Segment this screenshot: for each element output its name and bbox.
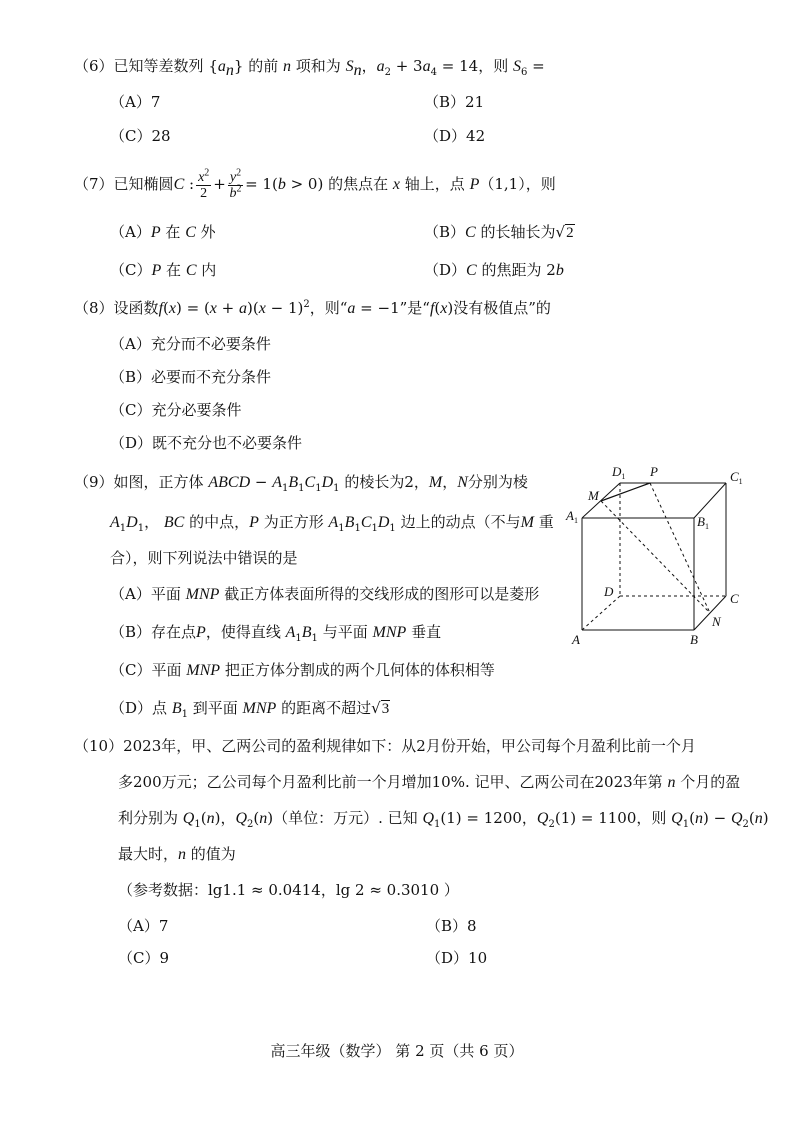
q9-stem-line3: 合），则下列说法中错误的是	[110, 549, 298, 567]
q9-option-b: （B）存在点P，使得直线 $A_1B_1$ 与平面 MNP 垂直	[110, 623, 442, 644]
label-c: C	[730, 591, 739, 606]
label-d: D	[604, 584, 614, 599]
q10-option-a: （A）7	[118, 917, 169, 935]
q10-stem-line3: 利分别为 $Q_1(n)$，$Q_2(n)$（单位：万元）. 已知 $Q_1(1) = 1200$，$Q_2(1) = 1100$，则 $Q_1(n) - Q_2(n)$	[118, 809, 769, 830]
q9-stem-line2: $A_1D_1$， BC 的中点，P 为正方形 $A_1B_1C_1D_1$ 边上的动点（不与M 重	[110, 513, 554, 534]
q7-option-b: （B）C 的长轴长为√2	[424, 223, 574, 241]
q10-stem-line1: （10）2023年，甲、乙两公司的盈利规律如下：从2月份开始，甲公司每个月盈利比前一个月	[74, 737, 696, 755]
q8-option-a: （A）充分而不必要条件	[110, 335, 271, 353]
q10-stem-line4: 最大时，n 的值为	[118, 845, 236, 863]
q9-option-c: （C）平面 MNP 把正方体分割成的两个几何体的体积相等	[110, 661, 495, 679]
label-n: N	[712, 614, 721, 629]
q10-option-d: （D）10	[426, 949, 488, 967]
label-a: A	[572, 632, 580, 647]
label-b: B	[690, 632, 698, 647]
q6-option-a: （A）7	[110, 93, 161, 111]
q9-option-a: （A）平面 MNP 截正方体表面所得的交线形成的图形可以是菱形	[110, 585, 540, 603]
q6-option-d: （D）42	[424, 127, 486, 145]
cube-figure	[560, 458, 760, 653]
q9-stem-line1: （9）如图，正方体 ABCD − $A_1B_1C_1D_1$ 的棱长为2，M，N分别为棱	[74, 473, 528, 494]
q10-option-c: （C）9	[118, 949, 170, 967]
q10-option-b: （B）8	[426, 917, 477, 935]
label-a1: $A_1$	[566, 508, 578, 525]
q9-option-d: （D）点 $B_1$ 到平面 MNP 的距离不超过√3	[110, 699, 390, 720]
page-footer: 高三年级（数学） 第 2 页（共 6 页）	[270, 1042, 524, 1060]
q7-stem: （7）已知椭圆C : $\frac{x^2}{2}$ + $\frac{y^2}{b^2}$ = 1(b > 0) 的焦点在 x 轴上，点 P（1,1），则	[74, 166, 556, 201]
q10-reference-data: （参考数据：lg1.1 ≈ 0.0414，lg 2 ≈ 0.3010 ）	[118, 881, 459, 899]
q6-option-b: （B）21	[424, 93, 485, 111]
q8-option-c: （C）充分必要条件	[110, 401, 242, 419]
q8-option-d: （D）既不充分也不必要条件	[110, 434, 303, 452]
q7-option-a: （A）P 在 C 外	[110, 223, 216, 241]
q8-option-b: （B）必要而不充分条件	[110, 368, 272, 386]
label-d1: $D_1$	[612, 464, 626, 481]
q10-stem-line2: 多200万元；乙公司每个月盈利比前一个月增加10%. 记甲、乙两公司在2023年第 n 个月的盈	[118, 773, 741, 791]
q7-option-d: （D）C 的焦距为 2b	[424, 261, 564, 279]
label-b1: $B_1$	[697, 514, 709, 531]
q6-stem: （6）已知等差数列 $\{a_n\}$ 的前 n 项和为 $S_n$，$a_2 + 3a_4 = 14$，则 $S_6$ =	[74, 57, 545, 79]
label-c1: $C_1$	[730, 469, 743, 486]
label-p: P	[650, 464, 658, 479]
label-m: M	[588, 488, 599, 503]
q8-stem: （8）设函数$f(x) = (x + a)(x - 1)^2$，则“a = −1”是“f(x)没有极值点”的	[74, 299, 551, 317]
q7-option-c: （C）P 在 C 内	[110, 261, 217, 279]
q6-option-c: （C）28	[110, 127, 171, 145]
